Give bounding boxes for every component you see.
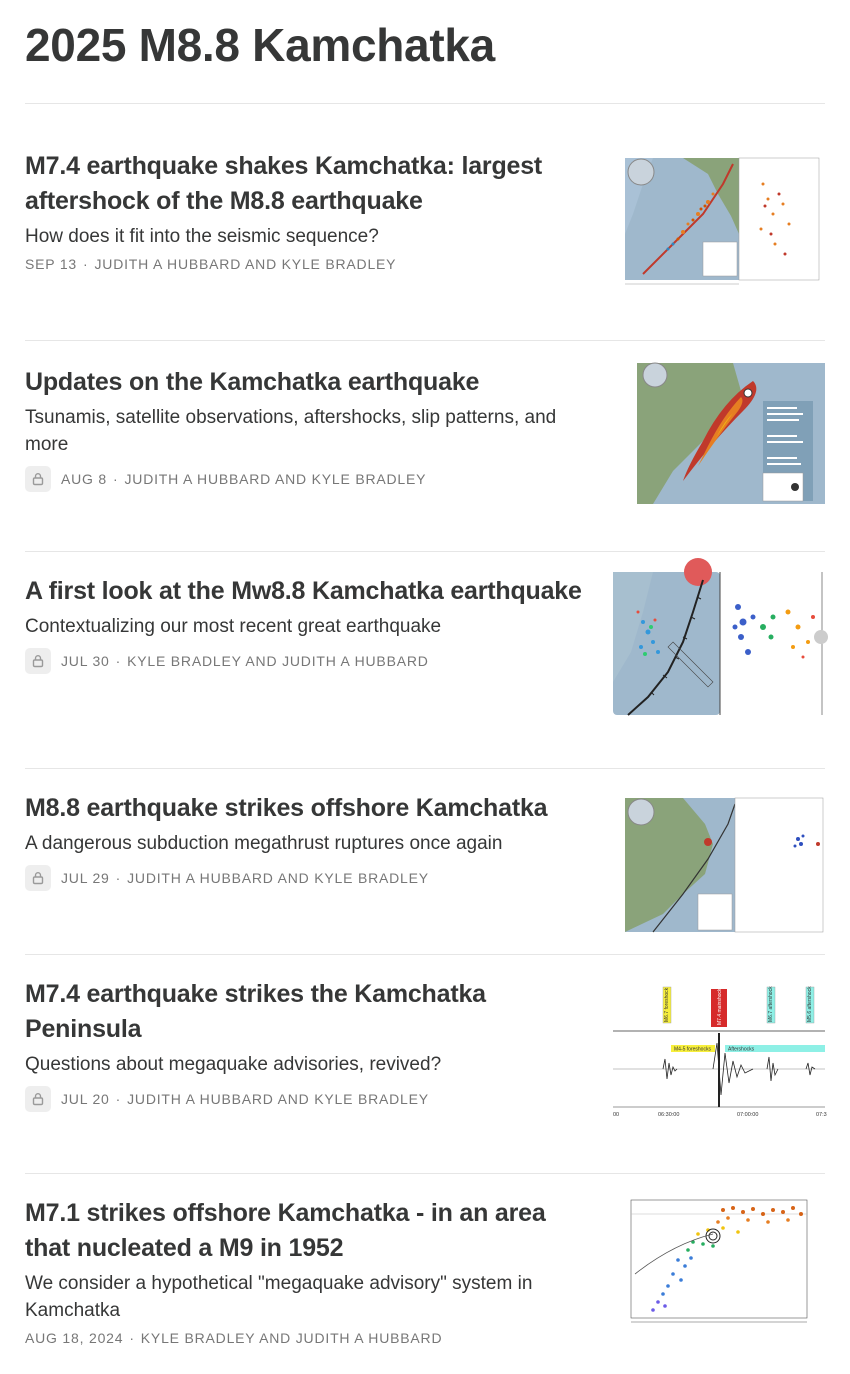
post-date: SEP 13	[25, 256, 78, 272]
post-authors: JUDITH A HUBBARD AND KYLE BRADLEY	[127, 1091, 429, 1107]
post-meta	[25, 648, 585, 674]
post-authors: JUDITH A HUBBARD AND KYLE BRADLEY	[124, 471, 427, 487]
post-item[interactable]	[25, 104, 825, 340]
post-item[interactable]	[25, 341, 825, 551]
lock-icon	[25, 648, 51, 674]
post-title-link[interactable]: M8.8 earthquake strikes offshore Kamchatka	[25, 794, 548, 822]
post-item[interactable]	[25, 955, 825, 1173]
post-date: AUG 8	[61, 471, 108, 487]
post-thumbnail-cross-section[interactable]	[613, 1194, 825, 1334]
post-subtitle: How does it fit into the seismic sequence?	[25, 226, 379, 247]
label-aftershock-1: M6.7 aftershock	[768, 986, 774, 1022]
meta-separator: ·	[115, 870, 122, 886]
meta-separator: ·	[83, 256, 89, 272]
time-tick: 07:00:00	[737, 1112, 759, 1118]
post-date: JUL 20	[61, 1091, 110, 1107]
post-meta	[25, 865, 585, 891]
post-title-link[interactable]: M7.4 earthquake strikes the Kamchatka Peninsula	[25, 980, 486, 1043]
post-authors: JUDITH A HUBBARD AND KYLE BRADLEY	[94, 256, 397, 272]
meta-separator: ·	[115, 1091, 122, 1107]
post-date: JUL 30	[61, 653, 110, 669]
post-subtitle: Questions about megaquake advisories, revived?	[25, 1054, 442, 1075]
label-mainshock: M7.4 mainshock	[717, 988, 723, 1025]
post-date: JUL 29	[61, 870, 110, 886]
post-thumbnail-first-look-map[interactable]	[613, 572, 825, 715]
lock-icon	[25, 1086, 51, 1112]
post-item[interactable]	[25, 552, 825, 768]
post-thumbnail-seismogram[interactable]	[613, 983, 825, 1119]
post-title-link[interactable]: A first look at the Mw8.8 Kamchatka earthquake	[25, 577, 582, 605]
post-subtitle: Contextualizing our most recent great earthquake	[25, 616, 442, 637]
page-title: 2025 M8.8 Kamchatka	[25, 19, 495, 71]
post-title-link[interactable]: M7.4 earthquake shakes Kamchatka: largest aftershock of the M8.8 earthquake	[25, 152, 543, 215]
time-tick: 07:3	[816, 1112, 827, 1118]
lock-icon	[25, 865, 51, 891]
label-foreshock: M6.7 foreshock	[664, 987, 670, 1022]
post-subtitle: Tsunamis, satellite observations, aftershocks, slip patterns, and more	[25, 407, 557, 455]
post-authors: KYLE BRADLEY AND JUDITH A HUBBARD	[127, 653, 429, 669]
meta-separator: ·	[129, 1330, 135, 1346]
post-meta	[25, 256, 585, 272]
post-meta	[25, 466, 585, 492]
post-meta	[25, 1330, 585, 1346]
post-thumbnail-aftershock-map[interactable]	[613, 154, 825, 294]
band-aftershocks: Aftershocks	[728, 1046, 755, 1053]
post-item[interactable]	[25, 1174, 825, 1369]
label-aftershock-2: M5.6 aftershock	[807, 986, 813, 1022]
post-item[interactable]	[25, 769, 825, 954]
meta-separator: ·	[113, 471, 119, 487]
post-subtitle: A dangerous subduction megathrust ruptures once again	[25, 833, 503, 854]
band-foreshocks: M4-5 foreshocks	[674, 1046, 711, 1053]
post-subtitle: We consider a hypothetical "megaquake advisory" system in Kamchatka	[25, 1273, 533, 1321]
post-title-link[interactable]: M7.1 strikes offshore Kamchatka - in an area that nucleated a M9 in 1952	[25, 1199, 546, 1262]
time-tick: 00	[613, 1112, 620, 1118]
post-date: AUG 18, 2024	[25, 1330, 124, 1346]
post-title-link[interactable]: Updates on the Kamchatka earthquake	[25, 368, 480, 396]
time-tick: 06:30:00	[658, 1112, 680, 1118]
post-authors: JUDITH A HUBBARD AND KYLE BRADLEY	[127, 870, 429, 886]
post-thumbnail-slip-map[interactable]	[613, 361, 825, 506]
post-meta	[25, 1086, 585, 1112]
post-thumbnail-mainshock-map[interactable]	[613, 794, 825, 934]
post-authors: KYLE BRADLEY AND JUDITH A HUBBARD	[140, 1330, 443, 1346]
lock-icon	[25, 466, 51, 492]
meta-separator: ·	[115, 653, 122, 669]
